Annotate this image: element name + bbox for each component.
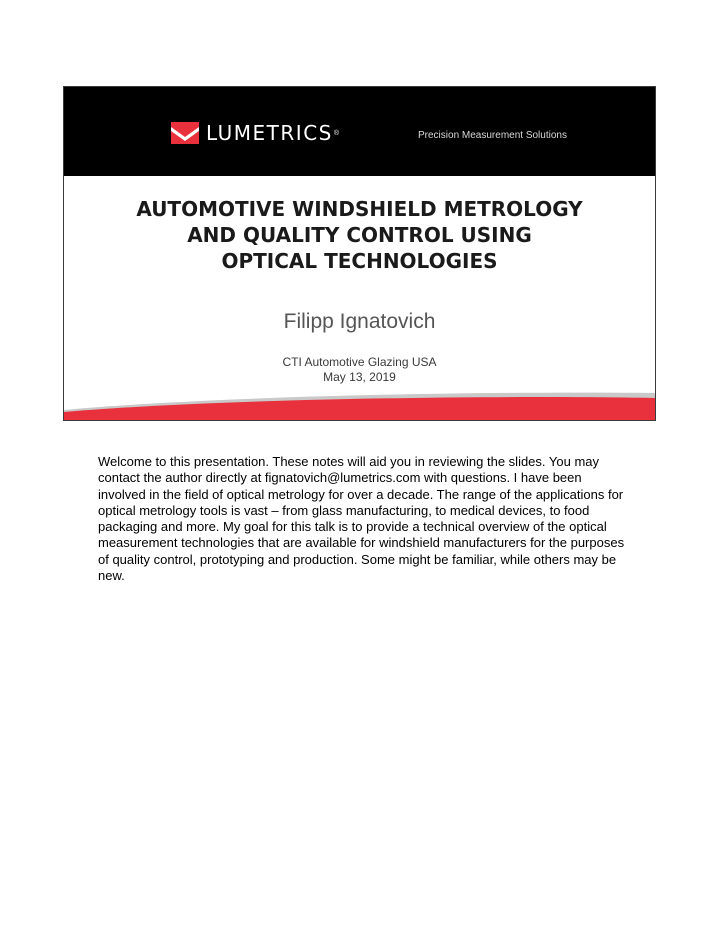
lumetrics-logo bbox=[171, 122, 339, 144]
registered-mark: ® bbox=[333, 129, 340, 137]
slide-title-line: AUTOMOTIVE WINDSHIELD METROLOGY bbox=[136, 197, 583, 221]
lumetrics-logo-icon bbox=[171, 122, 199, 144]
author-name: Filipp Ignatovich bbox=[283, 310, 436, 333]
slide-header bbox=[64, 87, 655, 176]
slide-title-line: OPTICAL TECHNOLOGIES bbox=[221, 249, 498, 273]
brand-name: LUMETRICS bbox=[206, 121, 333, 145]
organization: CTI Automotive Glazing USA bbox=[282, 355, 437, 369]
decorative-swoosh bbox=[64, 390, 655, 421]
speaker-notes: Welcome to this presentation. These notes will aid you in reviewing the slides. You may contact the author directly at fignatovich@lumetrics.com with questions. I have been involved in the field of optical metrology for over a decade. The range of the applications for optical metrology tools is vast – from glass manufacturing, to medical devices, to food packaging and more. My goal for this talk is to provide a technical overview of the optical measurement technologies that are available for windshield manufacturers for the purposes of quality control, prototyping and production. Some might be familiar, while others may be new. bbox=[98, 454, 625, 584]
brand-tagline: Precision Measurement Solutions bbox=[418, 130, 567, 141]
slide-title-line: AND QUALITY CONTROL USING bbox=[187, 223, 532, 247]
slide-title bbox=[64, 196, 655, 274]
slide-frame bbox=[63, 86, 656, 421]
presentation-date: May 13, 2019 bbox=[323, 370, 396, 384]
